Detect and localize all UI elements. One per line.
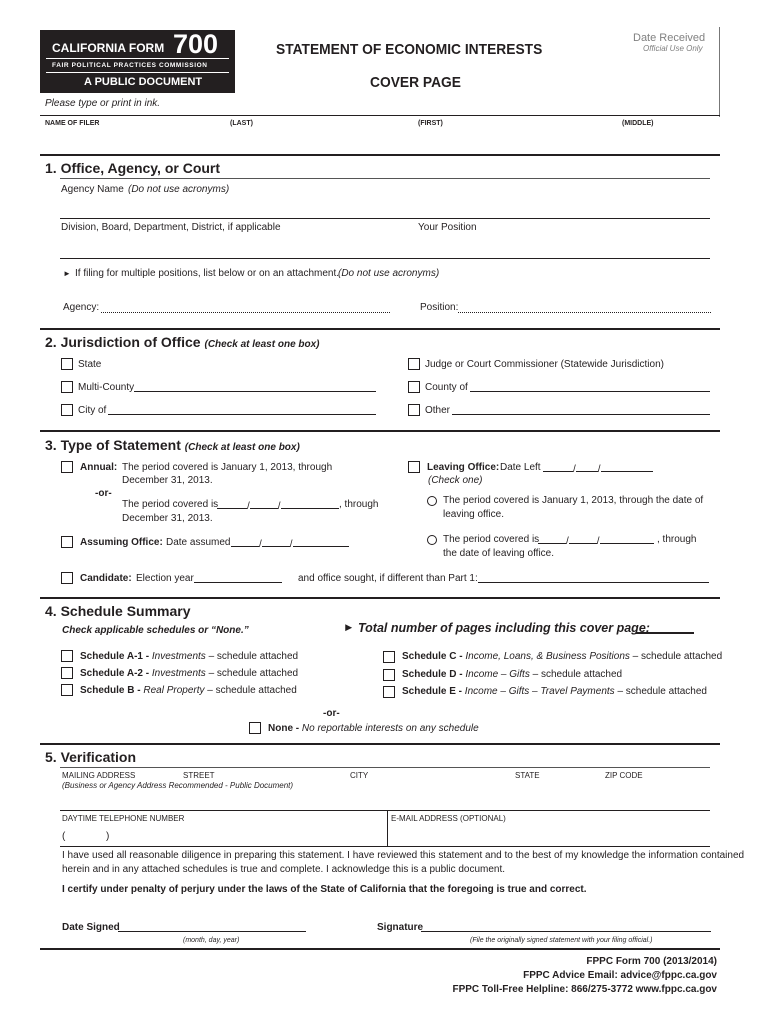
email-field[interactable] [390,826,710,844]
section-5-title: 5. Verification [45,749,137,765]
arrow-icon: ► [63,269,71,278]
form-number: 700 [173,29,219,59]
schedule-d-checkbox[interactable] [383,669,395,681]
annual-period-text: The period covered is [122,499,219,510]
filer-top-line [40,115,720,116]
leaving-option-1-radio[interactable] [427,496,437,506]
section-4-title: 4. Schedule Summary [45,603,191,619]
section-5-line [60,767,710,768]
section-divider [40,743,720,745]
date-assumed-field[interactable]: / / [231,537,349,551]
schedule-c-checkbox[interactable] [383,651,395,663]
phone-paren-close: ) [106,831,110,842]
city-field[interactable] [108,414,376,415]
agency-label: Agency: [63,302,100,313]
agency-name-label: Agency Name [61,184,124,195]
first-name-label: (FIRST) [418,120,443,127]
other-label: Other [425,405,451,416]
phone-number-field[interactable] [114,828,384,844]
section-1-title: 1. Office, Agency, or Court [45,160,221,176]
phone-label: DAYTIME TELEPHONE NUMBER [62,814,185,823]
check-schedules-note: Check applicable schedules or “None.” [62,625,249,636]
phone-line [60,846,710,847]
date-received-box [602,25,732,27]
leaving-option-1-text-a: The period covered is January 1, 2013, through the date of [443,495,704,506]
schedule-e-label: Schedule E - Income – Gifts – Travel Payments – schedule attached [402,686,707,697]
section-3-title-text: 3. Type of Statement [45,437,181,453]
annual-through: , through [339,499,379,510]
mailing-address-label: MAILING ADDRESS [62,771,136,780]
election-year-field[interactable] [194,582,282,583]
street-label: STREET [183,771,215,780]
section-3-note: (Check at least one box) [184,442,300,453]
date-left-label: Date Left [500,462,541,473]
other-field[interactable] [452,414,710,415]
form-badge [40,30,235,93]
section-2-title [45,334,320,353]
leaving-option-2-text-a: The period covered is [443,534,540,545]
division-field[interactable] [60,235,410,257]
instructions: Please type or print in ink. [45,98,161,109]
official-use-label: Official Use Only [643,44,703,53]
mailing-address-field[interactable] [60,791,710,809]
agency-name-field[interactable] [60,197,710,217]
section-divider [40,430,720,432]
zip-code-label: ZIP CODE [605,771,643,780]
leaving-option-2-through: , through [657,534,697,545]
middle-name-label: (MIDDLE) [622,120,654,127]
multiple-positions-note: If filing for multiple positions, list below or on an attachment. [75,268,340,279]
phone-area-code-field[interactable] [70,828,104,844]
schedule-a1-checkbox[interactable] [61,650,73,662]
schedule-a2-label: Schedule A-2 - Investments – schedule attached [80,668,299,679]
business-address-note: (Business or Agency Address Recommended - Public Document) [62,781,294,790]
footer-form-version: FPPC Form 700 (2013/2014) [586,956,717,967]
county-of-label: County of [425,382,468,393]
badge-divider-2 [46,72,229,73]
your-position-field[interactable] [416,235,710,257]
name-of-filer-label: NAME OF FILER [45,120,100,127]
none-label: None - No reportable interests on any schedule [268,723,479,734]
position-label: Position: [420,302,459,313]
date-received-border [719,27,720,117]
last-name-label: (LAST) [230,120,253,127]
form-label: CALIFORNIA FORM [52,41,165,55]
county-checkbox[interactable] [408,381,420,393]
annual-label: Annual: [80,462,118,473]
none-checkbox[interactable] [249,722,261,734]
public-document-label: A PUBLIC DOCUMENT [84,76,203,88]
signature-field[interactable] [421,931,711,932]
schedule-a2-checkbox[interactable] [61,667,73,679]
date-signed-hint: (month, day, year) [183,937,240,944]
assuming-office-label: Assuming Office: [80,537,163,548]
form-title: STATEMENT OF ECONOMIC INTERESTS [276,41,543,58]
agency-field[interactable] [101,312,390,313]
multiple-positions-note-italic: (Do not use acronyms) [338,268,440,279]
footer-advice-email: FPPC Advice Email: advice@fppc.ca.gov [523,970,717,981]
multi-county-checkbox[interactable] [61,381,73,393]
annual-text-2: December 31, 2013. [122,475,213,486]
division-label: Division, Board, Department, District, if applicable [61,222,281,233]
phone-paren-open: ( [62,831,66,842]
section-2-note: (Check at least one box) [204,339,320,350]
other-checkbox[interactable] [408,404,420,416]
commission-name: FAIR POLITICAL PRACTICES COMMISSION [52,62,208,69]
agency-name-line [60,218,710,219]
candidate-label: Candidate: [80,573,132,584]
annual-or: -or- [95,488,112,499]
email-label: E-MAIL ADDRESS (OPTIONAL) [391,814,506,823]
footer-divider [40,948,720,950]
diligence-text-1: I have used all reasonable diligence in preparing this statement. I have reviewed this statement and to the best of my knowledge the information contained [62,850,745,861]
schedule-a1-label: Schedule A-1 - Investments – schedule attached [80,651,299,662]
schedule-e-checkbox[interactable] [383,686,395,698]
leaving-option-2-text-b: the date of leaving office. [443,548,555,559]
position-field[interactable] [458,312,711,313]
judge-label: Judge or Court Commissioner (Statewide Jurisdiction) [425,359,664,370]
agency-name-note: (Do not use acronyms) [128,184,230,195]
section-divider [40,328,720,330]
multi-county-field[interactable] [134,391,376,392]
address-line [60,810,710,811]
signature-hint: (File the originally signed statement with your filing official.) [470,937,653,944]
annual-dec31: December 31, 2013. [122,513,213,524]
schedule-b-label: Schedule B - Real Property – schedule attached [80,685,297,696]
certify-text: I certify under penalty of perjury under the laws of the State of California that the foregoing is true and correct. [62,884,587,895]
schedule-b-checkbox[interactable] [61,684,73,696]
annual-text-1: The period covered is January 1, 2013, through [122,462,333,473]
section-divider [40,154,720,156]
section-1-line [60,178,710,179]
date-assumed-label: Date assumed [166,537,231,548]
annual-period-date[interactable]: / / [217,499,339,513]
your-position-label: Your Position [418,222,477,233]
state-address-label: STATE [515,771,540,780]
leaving-option-2-date[interactable]: / / [538,534,654,548]
form-subtitle: COVER PAGE [370,74,461,91]
leaving-option-1-text-b: leaving office. [443,509,504,520]
schedule-d-label: Schedule D - Income – Gifts – schedule attached [402,669,623,680]
filer-name-field[interactable] [40,131,720,153]
section-3-title [45,437,300,456]
office-sought-label: and office sought, if different than Part 1: [298,573,478,584]
office-sought-field[interactable] [478,582,709,583]
badge-divider [46,58,229,59]
date-left-field[interactable]: / / [543,462,653,476]
leaving-option-2-radio[interactable] [427,535,437,545]
schedule-c-label: Schedule C - Income, Loans, & Business Positions – schedule attached [402,651,723,662]
judge-checkbox[interactable] [408,358,420,370]
city-of-label: City of [78,405,107,416]
total-pages-label: Total number of pages including this cover page: [358,621,650,635]
schedule-or: -or- [323,708,340,719]
city-label: CITY [350,771,369,780]
state-checkbox[interactable] [61,358,73,370]
section-2-title-text: 2. Jurisdiction of Office [45,334,201,350]
section-divider [40,597,720,599]
footer-helpline: FPPC Toll-Free Helpline: 866/275-3772 www.fppc.ca.gov [452,984,717,995]
assuming-office-checkbox[interactable] [61,536,73,548]
multi-county-label: Multi-County [78,382,135,393]
candidate-checkbox[interactable] [61,572,73,584]
division-line [60,258,710,259]
total-pages-field[interactable] [636,632,694,634]
state-label: State [78,359,102,370]
county-field[interactable] [470,391,710,392]
date-signed-field[interactable] [118,931,306,932]
phone-email-divider [387,810,388,846]
check-one-label: (Check one) [428,475,483,486]
date-signed-label: Date Signed [62,922,120,933]
diligence-text-2: herein and in any attached schedules is true and complete. I acknowledge this is a public document. [62,864,506,875]
election-year-label: Election year [136,573,194,584]
annual-checkbox[interactable] [61,461,73,473]
leaving-office-checkbox[interactable] [408,461,420,473]
signature-label: Signature [377,922,424,933]
total-pages-arrow-icon: ► [343,622,355,634]
city-checkbox[interactable] [61,404,73,416]
date-received-label: Date Received [633,32,706,44]
leaving-office-label: Leaving Office: [427,462,500,473]
